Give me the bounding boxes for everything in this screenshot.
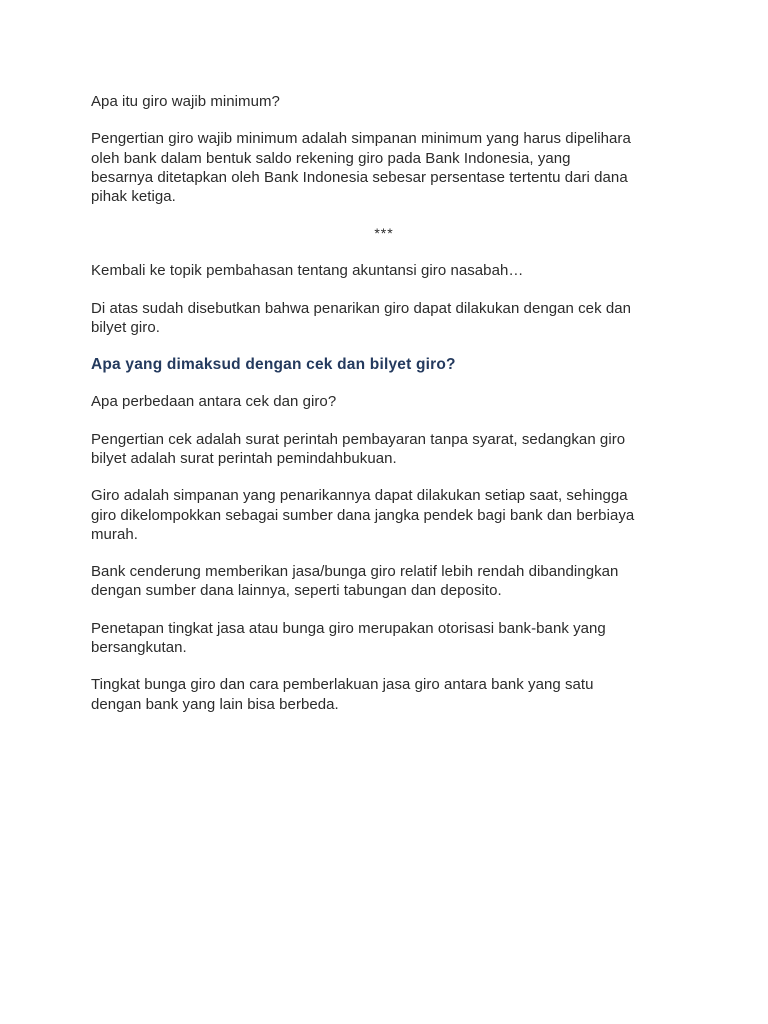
- paragraph-line: bersangkutan.: [91, 639, 187, 657]
- withdrawal-paragraph: [91, 299, 691, 338]
- paragraph-line: Apa perbedaan antara cek dan giro?: [91, 393, 337, 411]
- intro-question: [91, 92, 691, 111]
- cek-definition-paragraph: [91, 430, 691, 469]
- section-separator: ***: [374, 225, 394, 242]
- intro-question-text: Apa itu giro wajib minimum?: [91, 93, 280, 110]
- paragraph-line: besarnya ditetapkan oleh Bank Indonesia sebesar persentase tertentu dari dana: [91, 168, 628, 186]
- giro-definition-paragraph: [91, 486, 691, 544]
- paragraph-line: dengan bank yang lain bisa berbeda.: [91, 695, 339, 713]
- paragraph-line: Pengertian giro wajib minimum adalah simpanan minimum yang harus dipelihara: [91, 130, 631, 148]
- paragraph-line: Pengertian cek adalah surat perintah pembayaran tanpa syarat, sedangkan giro: [91, 430, 626, 448]
- interest-paragraph: [91, 562, 691, 601]
- paragraph-line: bilyet giro.: [91, 319, 160, 337]
- document-page: [91, 92, 691, 732]
- return-topic-paragraph: [91, 261, 691, 280]
- paragraph-line: giro dikelompokkan sebagai sumber dana jangka pendek bagi bank dan berbiaya: [91, 506, 635, 524]
- difference-question: [91, 392, 691, 411]
- definition-paragraph: [91, 129, 691, 206]
- paragraph-line: Di atas sudah disebutkan bahwa penarikan giro dapat dilakukan dengan cek dan: [91, 299, 632, 317]
- variation-paragraph: [91, 675, 691, 714]
- paragraph-line: Kembali ke topik pembahasan tentang akuntansi giro nasabah…: [91, 262, 524, 280]
- authorization-paragraph: [91, 619, 691, 658]
- paragraph-line: pihak ketiga.: [91, 188, 176, 206]
- paragraph-line: Tingkat bunga giro dan cara pemberlakuan jasa giro antara bank yang satu: [91, 676, 594, 694]
- paragraph-line: Penetapan tingkat jasa atau bunga giro merupakan otorisasi bank-bank yang: [91, 619, 606, 637]
- section-heading: Apa yang dimaksud dengan cek dan bilyet giro?: [91, 356, 456, 374]
- paragraph-line: oleh bank dalam bentuk saldo rekening giro pada Bank Indonesia, yang: [91, 149, 571, 167]
- paragraph-line: bilyet adalah surat perintah pemindahbukuan.: [91, 449, 397, 467]
- paragraph-line: dengan sumber dana lainnya, seperti tabungan dan deposito.: [91, 582, 502, 600]
- paragraph-line: Bank cenderung memberikan jasa/bunga giro relatif lebih rendah dibandingkan: [91, 563, 619, 581]
- paragraph-line: murah.: [91, 525, 138, 543]
- paragraph-line: Giro adalah simpanan yang penarikannya dapat dilakukan setiap saat, sehingga: [91, 487, 628, 505]
